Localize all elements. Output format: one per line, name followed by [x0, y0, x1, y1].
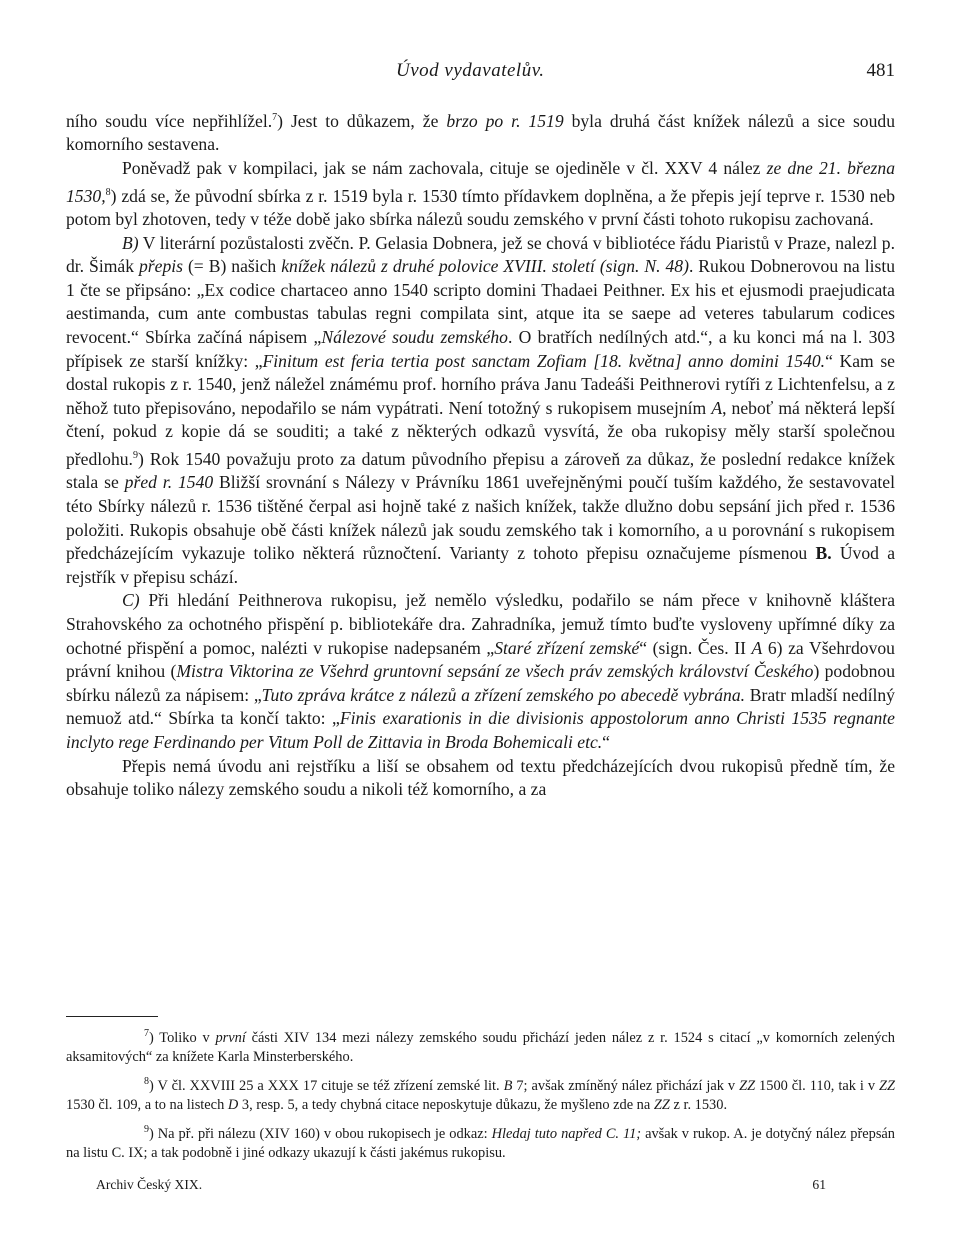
text-run: 6) za Všehrdovou právní knihou (: [66, 637, 895, 682]
text-run: V literární pozůstalosti zvěčn. P. Gelasia Dobnera, jež se chová v bibliotéce řádu Piaristů v Praze, nalezl p. dr. Šimák: [66, 232, 895, 277]
text-run: ) Na př. při nálezu (XIV 160) v obou rukopisech je odkaz:: [149, 1125, 492, 1142]
text-run: Při hledání Peithnerova rukopisu, jež nemělo výsledku, podařilo se nám přece v knihovně kláštera Strahovského za ochotného přispění p. bibliotekáře dra. Zahradníka, jemuž tímto buďte vysloveny upřímné díky za ochotné přispění a pomoc, nalézti v rukopise nadepsaném „: [66, 590, 895, 658]
footnote-ref-7: 7: [272, 112, 278, 123]
paragraph-4: [66, 589, 895, 754]
page-number: 481: [866, 60, 895, 81]
italic-run: ze dne 21. března 1530,: [66, 158, 895, 206]
text-run: ) Jest to důkazem, že: [277, 110, 447, 131]
text-run: z r. 1530.: [669, 1097, 728, 1114]
text-run: ) Toliko v: [149, 1029, 216, 1046]
italic-run: B): [122, 232, 139, 253]
text-run: 1530 čl. 109, a to na listech: [66, 1097, 228, 1114]
paragraph-1: [66, 106, 895, 157]
italic-run: knížek nálezů z druhé polovice XVIII. století (sign. N. 48): [281, 256, 689, 277]
text-run: 1500 čl. 110, tak i v: [755, 1077, 879, 1094]
paragraph-5: [66, 755, 895, 802]
footnote-ref-9: 9: [132, 450, 138, 462]
paragraph-2: [66, 157, 895, 232]
italic-run: A: [751, 637, 763, 658]
footnote-number: 7: [144, 1028, 149, 1039]
italic-run: ZZ: [653, 1097, 670, 1114]
italic-run: Staré zřízení zemské: [494, 637, 640, 658]
italic-run: Nálezové soudu zemského: [321, 327, 508, 348]
footnote-ref-8: 8: [105, 186, 111, 198]
main-text: [66, 106, 895, 802]
paragraph-3: [66, 232, 895, 590]
italic-run: Finis exarationis in die divisionis appostolorum anno Christi 1535 regnante inclyto rege Ferdinando per Vitum Poll de Zittavia in Broda Bohemicali etc.: [66, 708, 895, 753]
footnote-number: 9: [144, 1123, 149, 1135]
italic-run: před r. 1540: [124, 472, 214, 493]
text-run: ního soudu více nepřihlížel.: [66, 110, 273, 131]
page-header: [66, 60, 895, 90]
footnotes: [66, 1024, 895, 1168]
footnote-9: [66, 1120, 895, 1164]
footnote-7: [66, 1024, 895, 1068]
text-run: Poněvadž pak v kompilaci, jak se nám zachovala, cituje se ojediněle v čl. XXV 4 nález: [122, 158, 767, 179]
text-run: . O bratřích nedílných atd.“, a ku konci má na l. 303 přípisek ze starší knížky: „: [66, 327, 895, 371]
text-run: Bližší srovnání s Nálezy v Právníku 1861 uveřejněnými poučí tuším každého, že sestavovatel této Sbírky nálezů r. 1536 tištěné čerpal asi hojně také z našich knížek, takže dlužno dobu sepsání jich před r. 1536 položiti. Rukopis obsahuje obě části knížek nálezů jak soudu zemského tak i komorního, a u porovnání s rukopisem předcházejícím vykazuje toliko některá různočtení. Varianty z tohoto přepisu označujeme písmenou: [66, 472, 895, 564]
text-run: (= B) našich: [182, 256, 282, 277]
footnote-8: [66, 1072, 895, 1116]
italic-run: ZZ: [879, 1077, 896, 1094]
text-run: , neboť má některá lepší čtení, pokud z kopie dá se souditi; a také z některých odkazů vysvítá, že oba rukopisy měly starší společnou předlohu.: [66, 397, 895, 469]
footnote-divider: [66, 1016, 158, 1017]
bold-run: B.: [815, 543, 832, 564]
volume-title: Archiv Český XIX.: [96, 1177, 203, 1192]
text-run: byla druhá část knížek nálezů a sice soudu komorního sestavena.: [66, 110, 895, 155]
italic-run: D: [227, 1097, 239, 1114]
text-run: Úvod a rejstřík v přepisu schází.: [66, 543, 895, 587]
italic-run: ZZ: [739, 1077, 756, 1094]
signature-number: 61: [812, 1177, 826, 1192]
italic-run: A: [711, 397, 723, 418]
text-run: ) podobnou sbírku nálezů za nápisem: „: [66, 661, 895, 705]
italic-run: C): [122, 590, 140, 611]
text-run: ) V čl. XXVIII 25 a XXX 17 cituje se též zřízení zemské lit.: [149, 1077, 504, 1094]
italic-run: první: [215, 1029, 246, 1046]
text-run: Přepis nemá úvodu ani rejstříku a liší se obsahem od textu předcházejících dvou rukopisů předně tím, že obsahuje toliko nálezy zemského soudu a nikoli též komorního, a za: [66, 755, 895, 800]
text-run: “ Kam se dostal rukopis z r. 1540, jenž náležel známému prof. horního práva Janu Tadeáši Peithnerovi rytíři z Lichtenfelsu, a z něhož tuto přepisováno, nepodařilo se nám vypátrati. Není totožný s rukopisem musejním: [66, 350, 895, 418]
italic-run: Mistra Viktorina ze Všehrd gruntovní sepsání ze všech práv zemských království Českého: [176, 661, 814, 682]
text-run: avšak v rukop. A. je dotyčný nález přepsán na listu C. IX; a tak podobně i jiné odkazy ukazují k části jakémus rukopisu.: [66, 1125, 896, 1162]
text-run: 7; avšak zmíněný nález přichází jak v: [512, 1077, 740, 1094]
text-run: ) Rok 1540 považuju proto za datum původního přepisu a zároveň za důkaz, že poslední redakce knížek stala se: [66, 448, 895, 493]
text-run: ) zdá se, že původní sbírka z r. 1519 byla r. 1530 tímto přídavkem doplněna, a že přepis její teprve r. 1530 neb potom byl zhotoven, tedy v téže době jako sbírka nálezů soudu zemského v první části tohoto rukopisu zachovaná.: [66, 185, 895, 230]
italic-run: přepis: [139, 256, 183, 277]
text-run: části XIV 134 mezi nálezy zemského soudu přichází jeden nález z r. 1524 s citací „v komorních zelených aksamitových“ za knížete Karla Minsterberského.: [66, 1029, 895, 1066]
italic-run: B: [503, 1077, 513, 1094]
text-run: Bratr mladší nedílný nemuož atd.“ Sbírka ta končí takto: „: [66, 684, 895, 729]
footnote-number: 8: [144, 1075, 149, 1087]
italic-run: Tuto zpráva krátce z nálezů a zřízení zemského po abecedě vybrána.: [261, 684, 746, 705]
text-run: . Rukou Dobnerovou na listu 1 čte se připsáno: „Ex codice chartaceo anno 1540 scripto domini Thadaei Peithner. Ex his et ejusmodi praejudicata aestimanda, cum ante combustas tabulas regni compilata sint, atque ita se saepe ad veteres tabularum codices revocent.“ Sbírka začíná nápisem „: [66, 256, 896, 348]
text-run: “: [602, 732, 610, 753]
text-run: “ (sign. Čes. II: [639, 637, 752, 658]
italic-run: brzo po r. 1519: [446, 110, 564, 131]
italic-run: Finitum est feria tertia post sanctam Zofiam [18. května] anno domini 1540.: [262, 350, 826, 371]
running-title: Úvod vydavatelův.: [396, 60, 545, 81]
text-run: 3, resp. 5, a tedy chybná citace neposkytuje důkazu, že myšleno zde na: [238, 1097, 654, 1114]
italic-run: Hledaj tuto napřed C. 11;: [491, 1125, 642, 1142]
